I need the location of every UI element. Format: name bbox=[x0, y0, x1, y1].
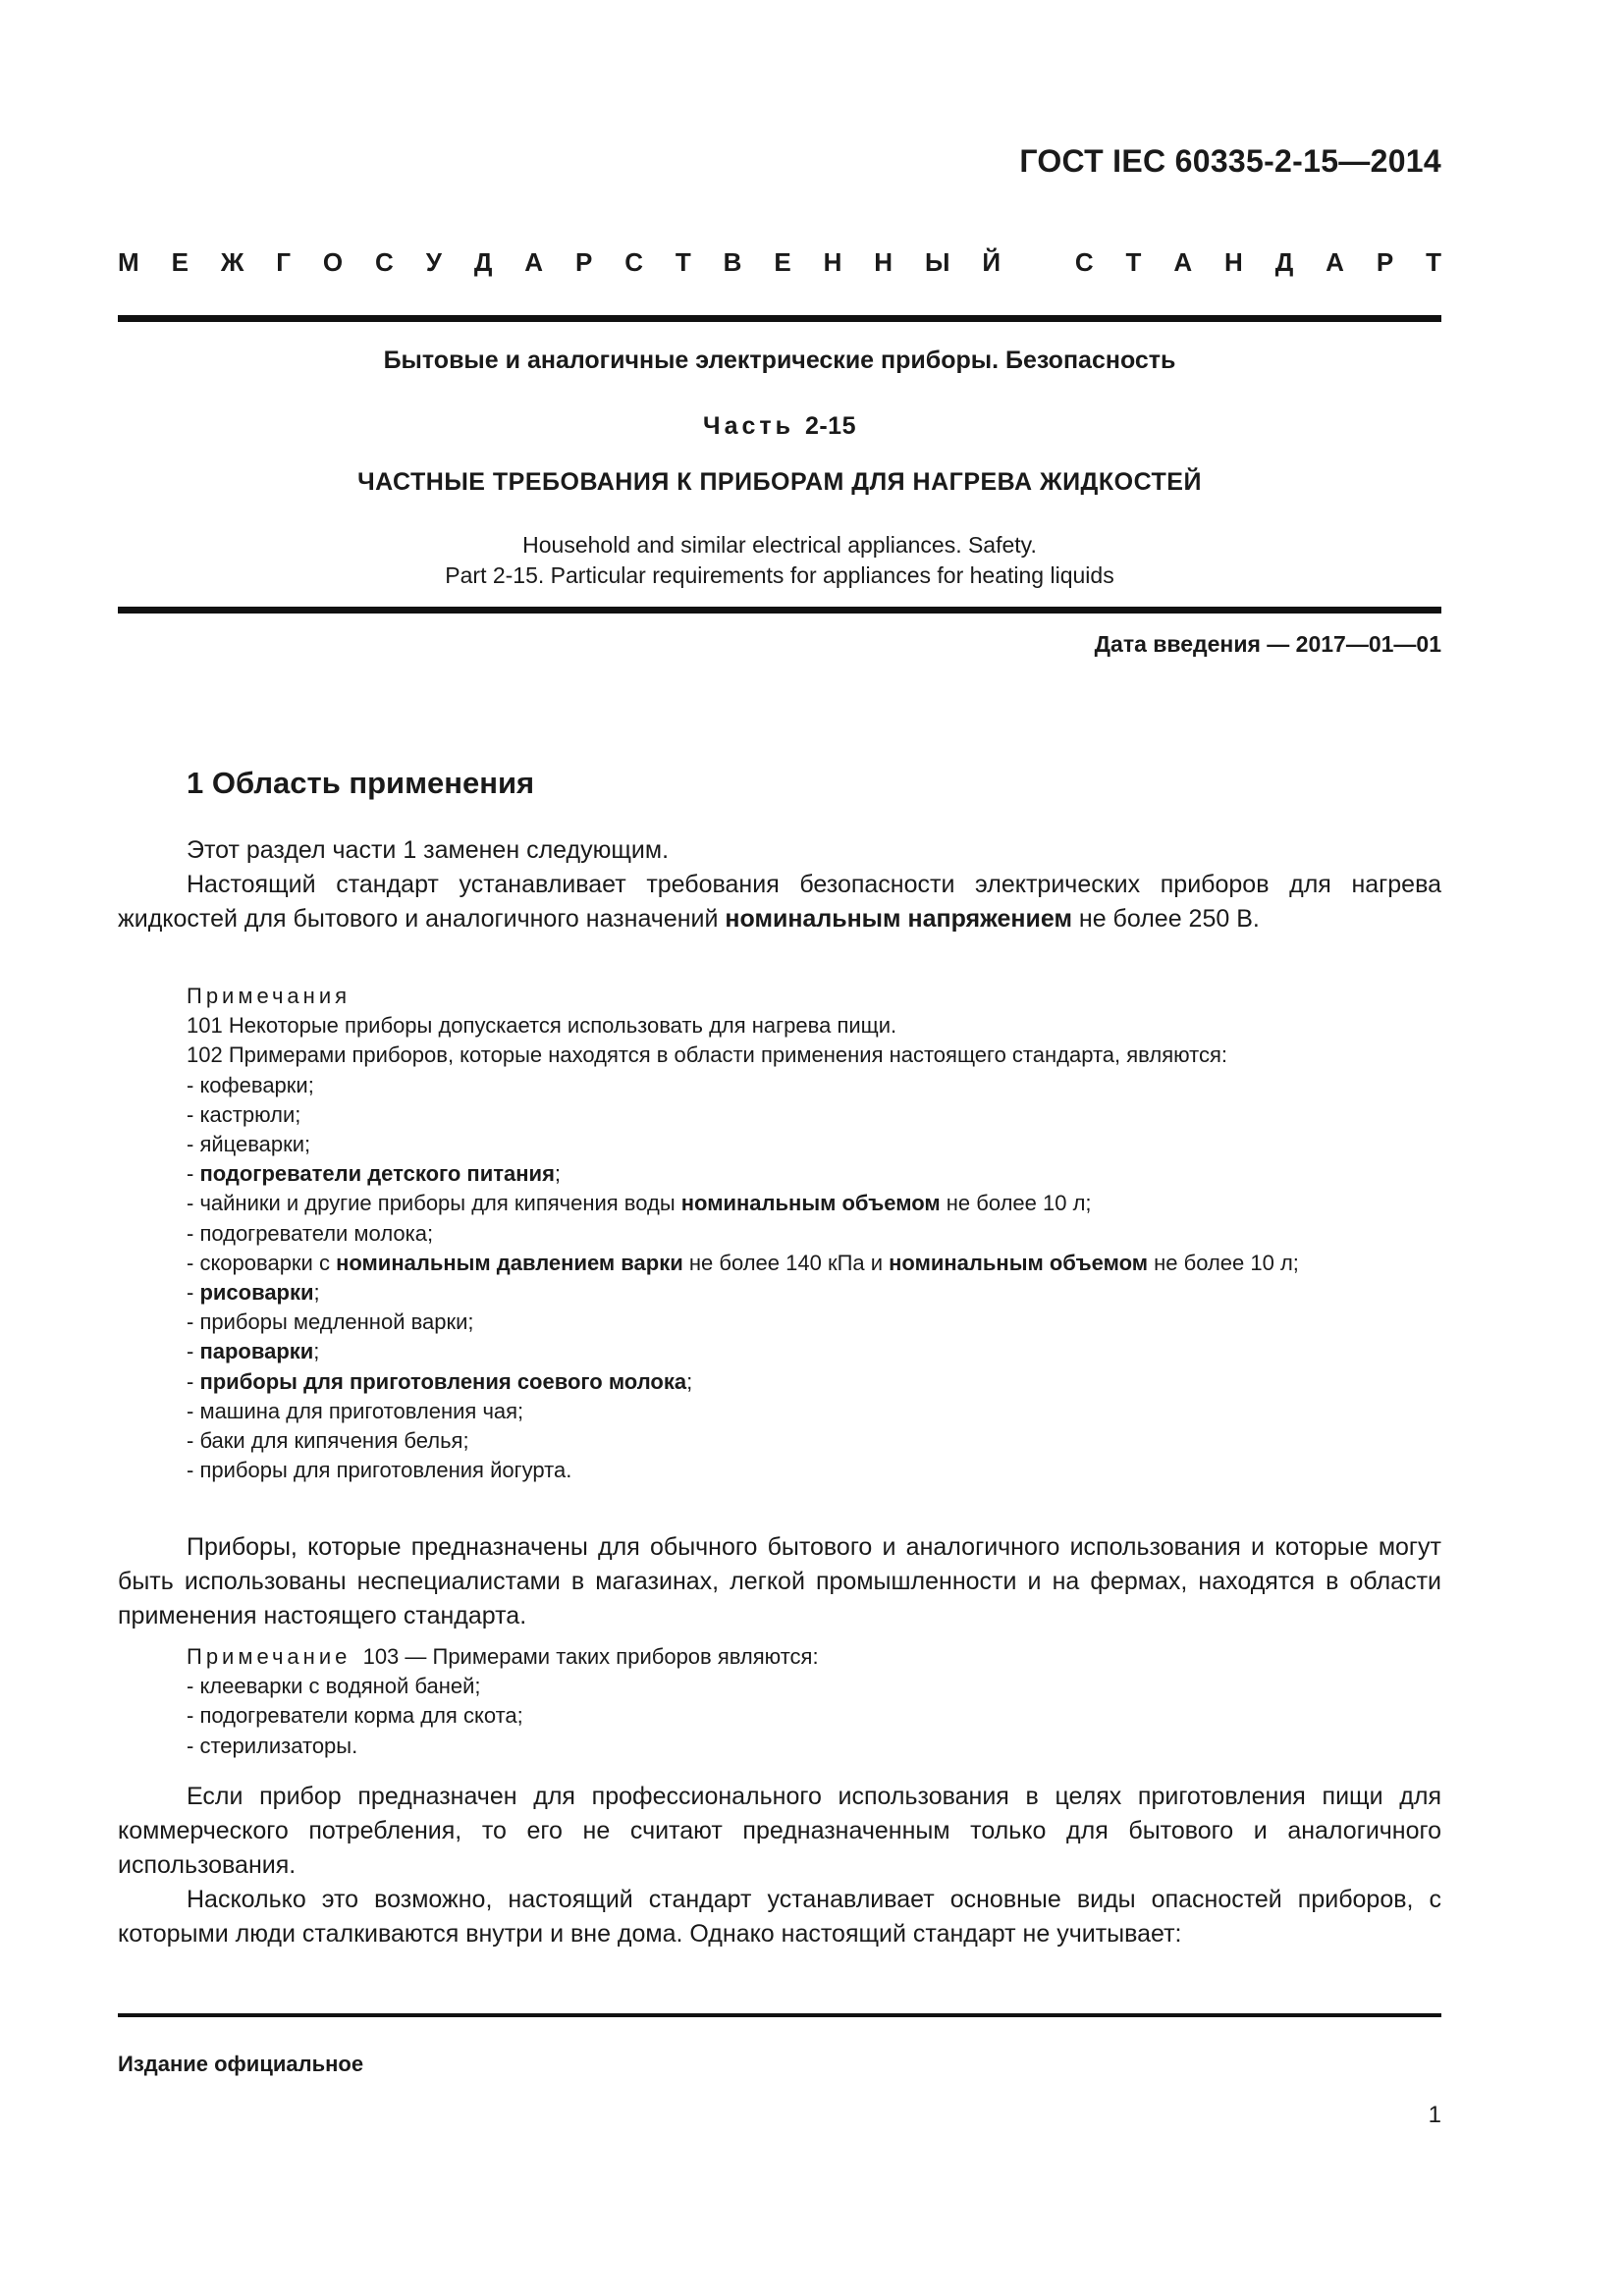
list-item: - рисоварки; bbox=[187, 1280, 320, 1306]
list-item: - пароварки; bbox=[187, 1339, 320, 1364]
defined-term: номинальным напряжением bbox=[725, 905, 1072, 933]
english-title-line-1: Household and similar electrical appliances. Safety. bbox=[522, 532, 1037, 558]
heading-letter: Н bbox=[823, 247, 842, 277]
paragraph-2: Настоящий стандарт устанавливает требования безопасности электрических приборов для нагрева жидкостей для бытового и аналогичного назначений номинальным напряжением не более 250 В. bbox=[118, 871, 1441, 933]
list-item: - баки для кипячения белья; bbox=[187, 1428, 469, 1454]
list-item: - приборы медленной варки; bbox=[187, 1309, 474, 1335]
paragraph-1: Этот раздел части 1 заменен следующим. bbox=[187, 836, 670, 864]
introduction-date: Дата введения — 2017—01—01 bbox=[1094, 631, 1441, 657]
list-item: - подогреватели корма для скота; bbox=[187, 1703, 523, 1729]
notes-title: Примечания bbox=[187, 984, 352, 1008]
list-item: - чайники и другие приборы для кипячения воды номинальным объемом не более 10 л; bbox=[187, 1191, 1092, 1216]
english-title-line-2: Part 2-15. Particular requirements for appliances for heating liquids bbox=[445, 562, 1114, 588]
heading-letter: С bbox=[375, 247, 394, 277]
list-item: - подогреватели детского питания; bbox=[187, 1161, 562, 1187]
heading-letter: Ы bbox=[924, 247, 950, 277]
heading-letter: Д bbox=[1274, 247, 1294, 277]
part-word: Часть bbox=[703, 412, 794, 440]
note-102: 102 Примерами приборов, которые находятся в области применения настоящего стандарта, являются: bbox=[187, 1042, 1227, 1068]
heading-letter: Ж bbox=[220, 247, 244, 277]
heading-letter: Е bbox=[171, 247, 189, 277]
heading-letter: А bbox=[524, 247, 544, 277]
heading-letter: Д bbox=[473, 247, 493, 277]
paragraph-4-5-block bbox=[118, 1780, 1441, 1951]
scope-paragraphs bbox=[118, 833, 1441, 936]
list-item: - машина для приготовления чая; bbox=[187, 1398, 524, 1423]
note-103-block bbox=[118, 1642, 1441, 1761]
official-edition-label: Издание официальное bbox=[118, 2052, 364, 2076]
paragraph-3-block bbox=[118, 1530, 1441, 1633]
list-item: - стерилизаторы. bbox=[187, 1733, 358, 1758]
heading-letter: М bbox=[118, 247, 139, 277]
heading-letter: А bbox=[1326, 247, 1344, 277]
heading-gap bbox=[1033, 247, 1043, 278]
heading-letter: Т bbox=[1426, 247, 1441, 277]
section-heading: 1 Область применения bbox=[187, 766, 535, 800]
list-item: - подогреватели молока; bbox=[187, 1220, 434, 1246]
heading-letter: Р bbox=[1376, 247, 1394, 277]
document-code: ГОСТ IEC 60335-2-15—2014 bbox=[1019, 143, 1441, 179]
footer-rule bbox=[118, 2013, 1441, 2017]
heading-letter: Г bbox=[276, 247, 291, 277]
document-subtitle: Бытовые и аналогичные электрические приборы. Безопасность bbox=[383, 347, 1176, 374]
part-label bbox=[118, 412, 1441, 441]
note-103: Примечание 103 — Примерами таких приборов являются: bbox=[187, 1644, 819, 1669]
heading-letter: О bbox=[322, 247, 344, 277]
heading-letter: Н bbox=[874, 247, 893, 277]
interstate-standard-heading bbox=[118, 247, 1441, 278]
heading-letter: У bbox=[425, 247, 442, 277]
list-item: - яйцеварки; bbox=[187, 1132, 311, 1157]
list-item: - кофеварки; bbox=[187, 1072, 314, 1097]
heading-letter: Е bbox=[774, 247, 791, 277]
paragraph-5: Насколько это возможно, настоящий стандарт устанавливает основные виды опасностей приборов, с которыми люди сталкиваются внутри и вне дома. Однако настоящий стандарт не учитывает: bbox=[118, 1886, 1441, 1948]
heading-letter: С bbox=[624, 247, 643, 277]
document-title: ЧАСТНЫЕ ТРЕБОВАНИЯ К ПРИБОРАМ ДЛЯ НАГРЕВА ЖИДКОСТЕЙ bbox=[357, 468, 1202, 496]
notes-block bbox=[118, 982, 1441, 1485]
list-item: - кастрюли; bbox=[187, 1101, 301, 1127]
heading-letter: А bbox=[1173, 247, 1193, 277]
heading-letter: Р bbox=[574, 247, 593, 277]
english-title bbox=[118, 530, 1441, 591]
list-item: - приборы для приготовления соевого молока; bbox=[187, 1368, 693, 1394]
paragraph-3: Приборы, которые предназначены для обычного бытового и аналогичного использования и которые могут быть использованы неспециалистами в магазинах, легкой промышленности и на фермах, находятся в области применения настоящего стандарта. bbox=[118, 1533, 1441, 1629]
list-item: - скороварки с номинальным давлением варки не более 140 кПа и номинальным объемом не более 10 л; bbox=[187, 1250, 1299, 1275]
heading-letter: Т bbox=[1125, 247, 1142, 277]
heading-letter: С bbox=[1074, 247, 1094, 277]
heading-letter: Н bbox=[1224, 247, 1243, 277]
heading-letter: Й bbox=[982, 247, 1001, 277]
part-number: 2-15 bbox=[804, 412, 856, 440]
title-bottom-rule bbox=[118, 607, 1441, 614]
note-101: 101 Некоторые приборы допускается использовать для нагрева пищи. bbox=[187, 1013, 897, 1039]
page-number: 1 bbox=[1428, 2102, 1441, 2128]
list-item: - клееварки с водяной баней; bbox=[187, 1674, 481, 1699]
top-rule bbox=[118, 315, 1441, 322]
list-item: - приборы для приготовления йогурта. bbox=[187, 1458, 572, 1483]
heading-letter: В bbox=[723, 247, 742, 277]
heading-letter: Т bbox=[675, 247, 691, 277]
paragraph-4: Если прибор предназначен для профессионального использования в целях приготовления пищи для коммерческого потребления, то его не считают предназначенным только для бытового и аналогичного использования. bbox=[118, 1783, 1441, 1879]
